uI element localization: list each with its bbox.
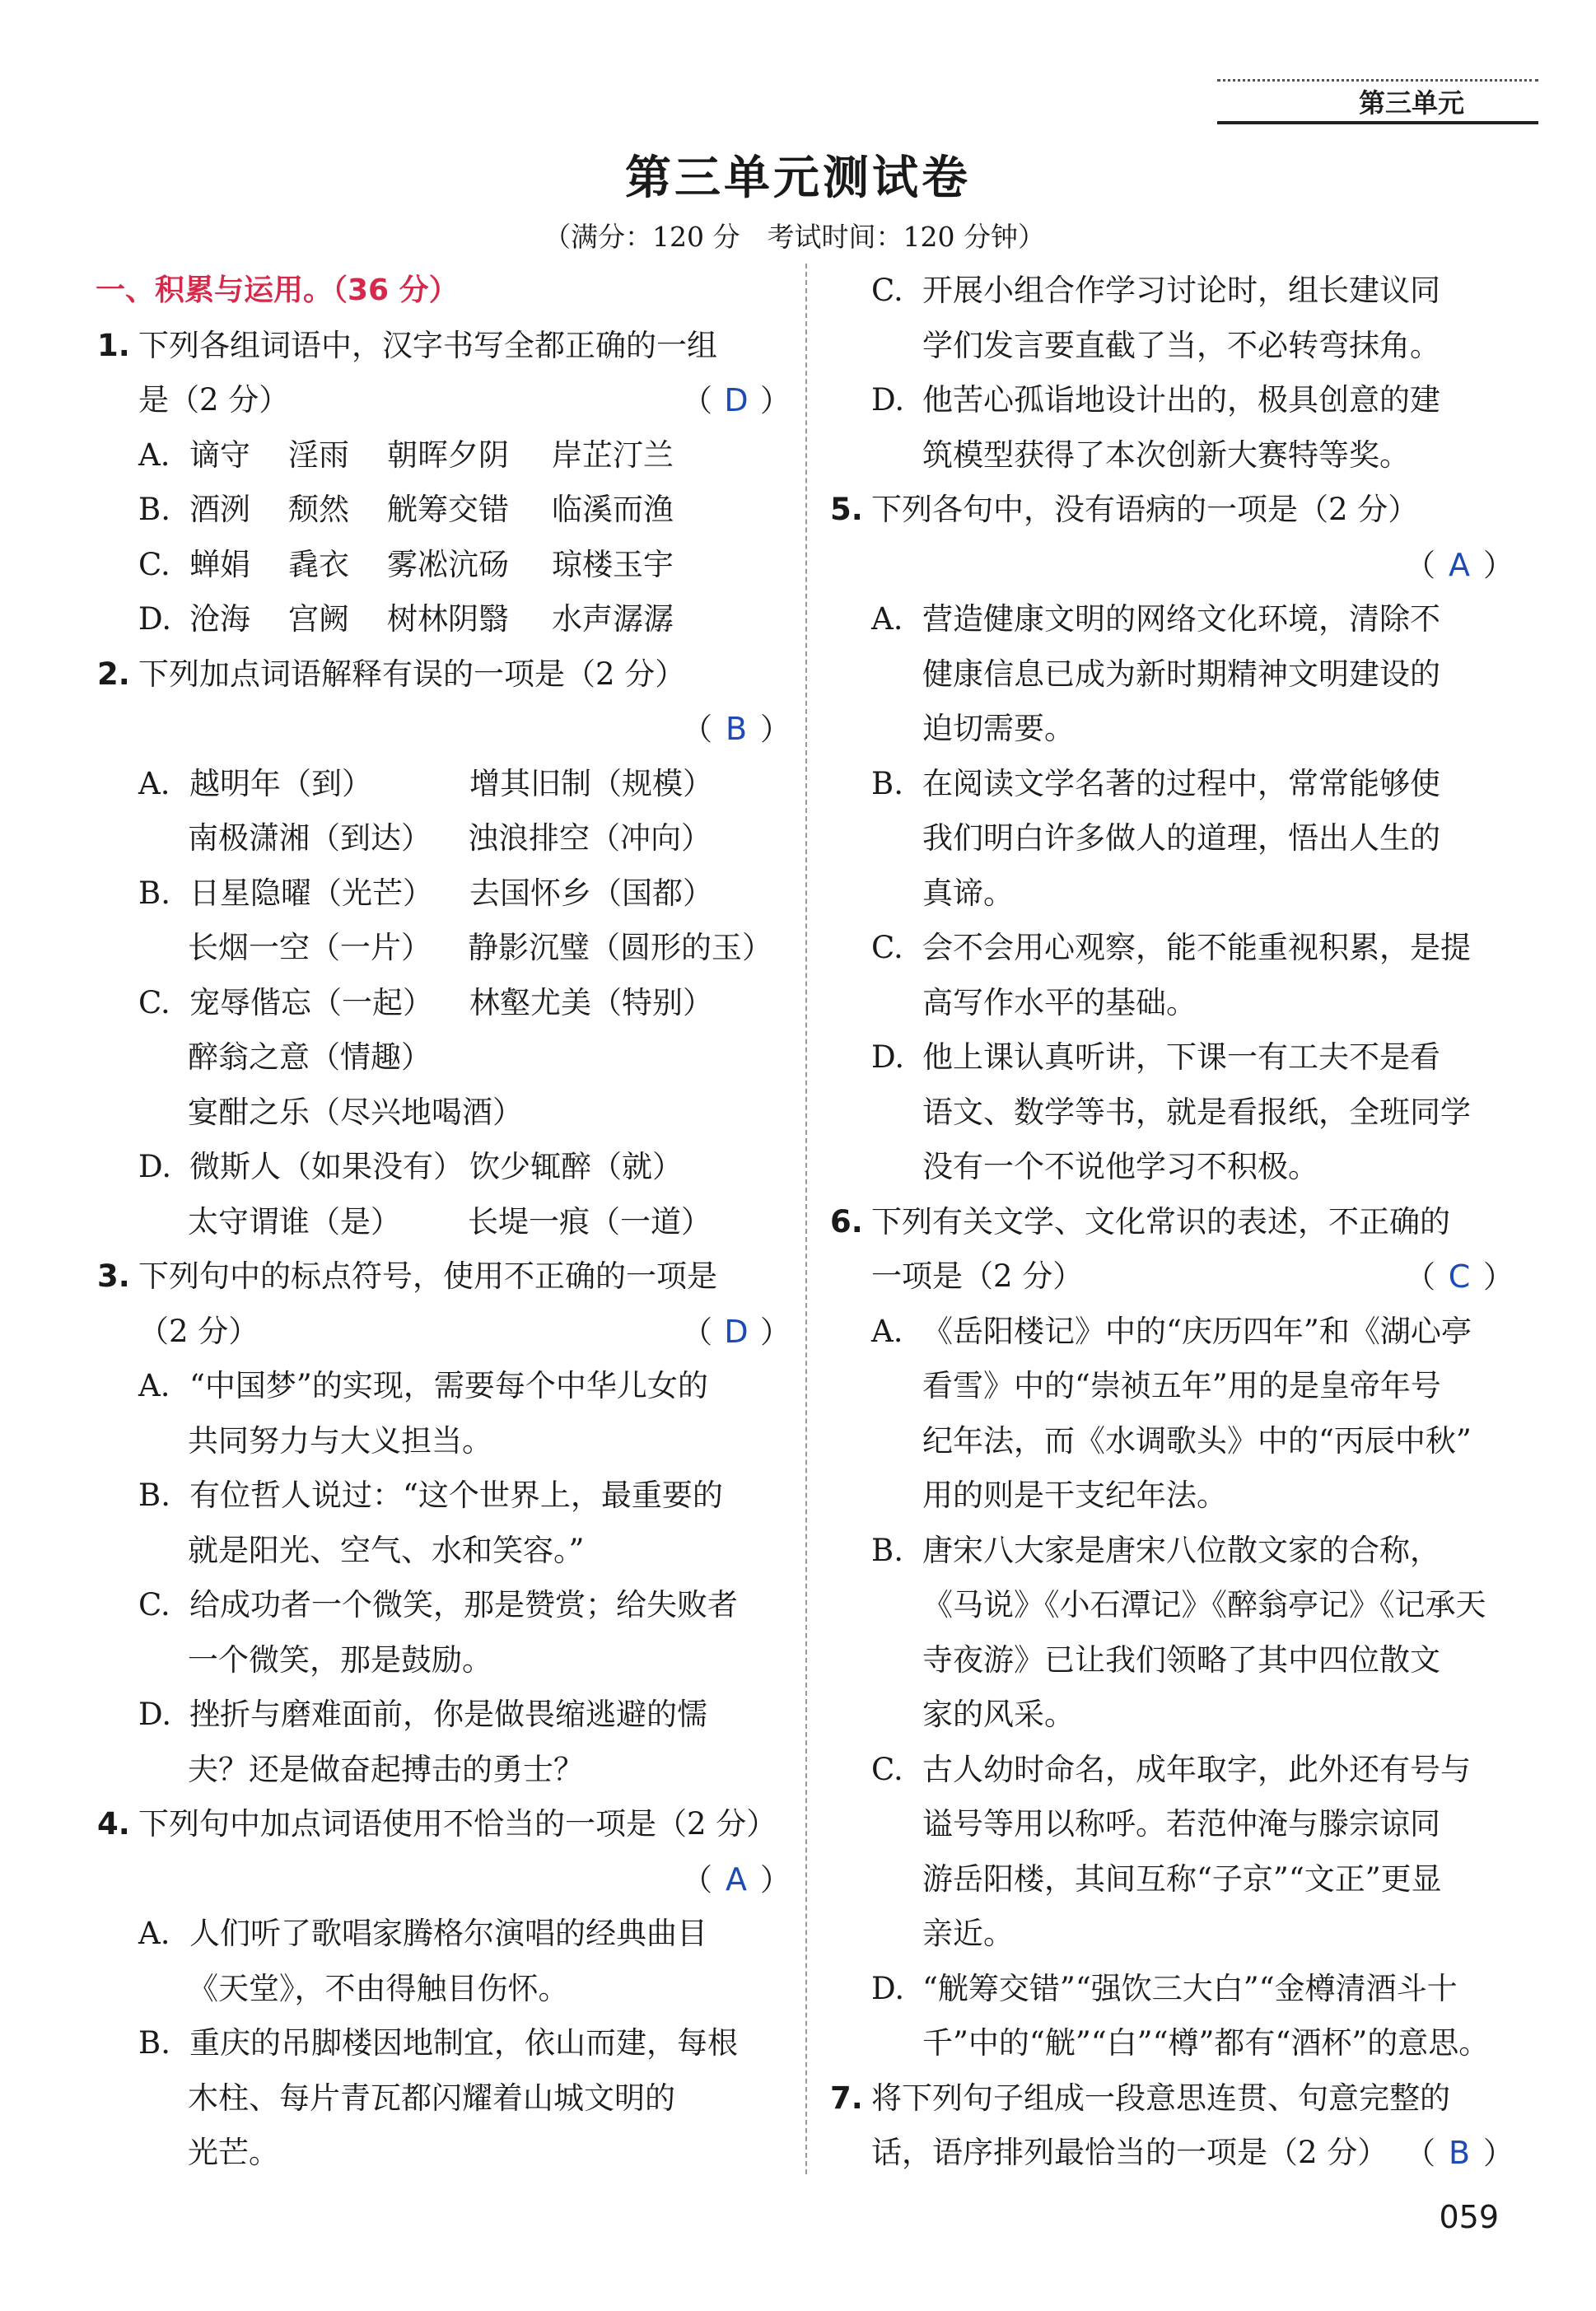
answer-blank: （ D ）	[682, 1305, 791, 1361]
answer-row	[830, 538, 1514, 593]
question-4	[97, 1797, 791, 1852]
question-3	[97, 1249, 791, 1305]
option-d-cont: 夫？还是做奋起搏击的勇士？	[188, 1751, 584, 1787]
option-d: D. 他上课认真听讲，下课一有工夫不是看	[871, 1039, 1440, 1075]
option-c-cont: 亲近。	[922, 1916, 1014, 1951]
option-c: C. 给成功者一个微笑，那是赞赏；给失败者	[138, 1587, 738, 1622]
section-title: 一、积累与运用。（36 分）	[96, 273, 459, 307]
option-b: B. 酒洌 颓然 觥筹交错 临溪而渔	[138, 492, 674, 527]
question-stem: 是（2 分）	[138, 382, 290, 418]
option-b-cont: 就是阳光、空气、水和笑容。”	[188, 1532, 585, 1568]
option-c-cont: 高写作水平的基础。	[922, 984, 1197, 1020]
page-title: 第三单元测试卷	[625, 152, 971, 205]
question-stem: 下列句中加点词语使用不恰当的一项是（2 分）	[138, 1806, 777, 1842]
question-number: 4.	[97, 1806, 130, 1842]
option-d-cont: 没有一个不说他学习不积极。	[922, 1149, 1318, 1184]
question-stem-cont	[97, 373, 791, 428]
option-c: C. 会不会用心观察，能不能重视积累，是提	[871, 930, 1471, 965]
option-d: D. “觥筹交错”“强饮三大白”“金樽清酒斗十	[871, 1970, 1458, 2006]
answer-blank: （ C ）	[1405, 1249, 1514, 1305]
option-a-cont: 《天堂》，不由得触目伤怀。	[188, 1970, 569, 2006]
question-number: 6.	[830, 1203, 863, 1240]
option-c-cont: 一个微笑，那是鼓励。	[188, 1641, 492, 1678]
option-a-cont: 看雪》中的“崇祯五年”用的是皇帝年号	[922, 1368, 1441, 1403]
option-c: C. 古人幼时命名，成年取字，此外还有号与	[871, 1751, 1471, 1787]
option-b-cont: 真谛。	[922, 875, 1014, 911]
option-c: C. 开展小组合作学习讨论时，组长建议同	[871, 273, 1440, 308]
option-b: B. 重庆的吊脚楼因地制宜，依山而建，每根	[138, 2025, 738, 2061]
option-b: B. 唐宋八大家是唐宋八位散文家的合称，	[871, 1532, 1440, 1568]
option-b: B. 日星隐曜（光芒） 去国怀乡（国都）	[138, 875, 713, 911]
left-column	[97, 264, 791, 2181]
question-2	[97, 647, 791, 703]
option-a-cont: 健康信息已成为新时期精神文明建设的	[922, 656, 1440, 692]
option-c-cont: 醉翁之意（情趣）	[188, 1039, 432, 1075]
question-number: 2.	[97, 656, 130, 692]
option-a: A. 营造健康文明的网络文化环境，清除不	[871, 601, 1440, 637]
right-column	[830, 264, 1514, 2181]
answer-blank: （ B ）	[682, 702, 791, 758]
option-d-cont: 太守谓谁（是） 长堤一痕（一道）	[188, 1203, 712, 1240]
unit-header	[1217, 79, 1538, 124]
option-a-cont: 南极潇湘（到达） 浊浪排空（冲向）	[188, 820, 712, 856]
option-b-cont: 我们明白许多做人的道理，悟出人生的	[922, 820, 1440, 856]
answer-value: A	[1449, 546, 1470, 583]
question-stem-cont: 一项是（2 分） （ C ）	[830, 1249, 1514, 1305]
option-c: C. 宠辱偕忘（一起） 林壑尤美（特别）	[138, 984, 713, 1020]
question-stem-cont: 话，语序排列最恰当的一项是（2 分） （ B ）	[830, 2126, 1514, 2181]
option-d-cont: 筑模型获得了本次创新大赛特等奖。	[922, 437, 1410, 473]
option-a: A. 谪守 淫雨 朝晖夕阴 岸芷汀兰	[138, 437, 674, 473]
option-c-cont: 谥号等用以称呼。若范仲淹与滕宗谅同	[922, 1806, 1440, 1842]
option-b: B. 在阅读文学名著的过程中，常常能够使	[871, 765, 1440, 801]
question-stem: 下列加点词语解释有误的一项是（2 分）	[138, 656, 686, 692]
option-c-cont: 学们发言要直截了当，不必转弯抹角。	[922, 327, 1440, 363]
option-d: D. 他苦心孤诣地设计出的，极具创意的建	[871, 382, 1440, 418]
question-number: 1.	[97, 327, 130, 363]
option-c: C. 蝉娟 毳衣 雾凇沆砀 琼楼玉宇	[138, 546, 674, 582]
option-d-cont: 千”中的“觥”“白”“樽”都有“酒杯”的意思。	[922, 2025, 1490, 2061]
answer-blank: （ A ）	[682, 1852, 791, 1908]
page-number: 059	[1439, 2199, 1499, 2235]
option-a: A. 《岳阳楼记》中的“庆历四年”和《湖心亭	[871, 1313, 1472, 1349]
option-a: A. 越明年（到） 增其旧制（规模）	[138, 765, 713, 801]
option-d: D. 沧海 宫阙 树林阴翳 水声潺潺	[138, 601, 674, 637]
option-a-cont: 纪年法，而《水调歌头》中的“丙辰中秋”	[922, 1422, 1472, 1459]
answer-value: B	[1448, 2135, 1471, 2171]
question-stem: 下列句中的标点符号，使用不正确的一项是	[138, 1258, 717, 1294]
option-d: D. 挫折与磨难面前，你是做畏缩逃避的懦	[138, 1697, 707, 1732]
option-a-cont: 迫切需要。	[922, 711, 1075, 746]
option-b-cont: 光芒。	[188, 2135, 279, 2170]
answer-value: A	[726, 1860, 747, 1898]
option-a-cont: 共同努力与大义担当。	[188, 1422, 492, 1459]
question-stem: 将下列句子组成一段意思连贯、句意完整的	[871, 2080, 1450, 2116]
option-c-cont: 宴酣之乐（尽兴地喝酒）	[188, 1094, 523, 1130]
answer-blank: （ D ）	[682, 373, 791, 429]
question-stem-cont: （2 分） （ D ）	[97, 1305, 791, 1360]
answer-blank: （ B ）	[1405, 2126, 1514, 2182]
option-b: B. 有位哲人说过：“这个世界上，最重要的	[138, 1478, 723, 1513]
question-stem: 下列各句中，没有语病的一项是（2 分）	[871, 492, 1419, 527]
option-b-cont: 木柱、每片青瓦都闪耀着山城文明的	[188, 2080, 675, 2116]
question-1	[97, 319, 791, 374]
question-5	[830, 483, 1514, 538]
option-a-cont: 用的则是干支纪年法。	[922, 1478, 1227, 1513]
option-a: A. 人们听了歌唱家腾格尔演唱的经典曲目	[138, 1916, 707, 1951]
dotted-rule	[1217, 79, 1538, 82]
answer-row	[97, 702, 791, 757]
option-b-cont: 寺夜游》已让我们领略了其中四位散文	[922, 1641, 1440, 1678]
option-d-cont: 语文、数学等书，就是看报纸，全班同学	[922, 1094, 1471, 1130]
question-stem: 下列各组词语中，汉字书写全都正确的一组	[138, 327, 717, 363]
question-number: 3.	[97, 1258, 130, 1294]
answer-row	[97, 1852, 791, 1907]
exam-info: （满分：120 分 考试时间：120 分钟）	[544, 221, 1045, 253]
answer-blank: （ A ）	[1405, 538, 1514, 594]
option-b-cont: 长烟一空（一片） 静影沉璧（圆形的玉）	[188, 930, 772, 965]
question-number: 5.	[830, 492, 863, 527]
column-divider	[805, 264, 807, 2174]
question-stem: 下列有关文学、文化常识的表述，不正确的	[871, 1203, 1450, 1240]
answer-value: D	[724, 382, 749, 418]
option-d: D. 微斯人（如果没有） 饮少辄醉（就）	[138, 1149, 683, 1184]
answer-value: D	[724, 1313, 749, 1350]
header-rule	[1217, 121, 1538, 124]
question-7	[830, 2071, 1514, 2127]
answer-value: C	[1448, 1258, 1471, 1295]
question-6	[830, 1195, 1514, 1250]
option-b-cont: 家的风采。	[922, 1697, 1075, 1732]
answer-value: B	[725, 711, 748, 747]
option-b-cont: 《马说》《小石潭记》《醉翁亭记》《记承天	[922, 1587, 1486, 1622]
unit-label: 第三单元	[1358, 87, 1464, 119]
question-number: 7.	[830, 2080, 863, 2116]
option-a: A. “中国梦”的实现，需要每个中华儿女的	[138, 1368, 708, 1403]
option-c-cont: 游岳阳楼，其间互称“子京”“文正”更显	[922, 1860, 1442, 1897]
